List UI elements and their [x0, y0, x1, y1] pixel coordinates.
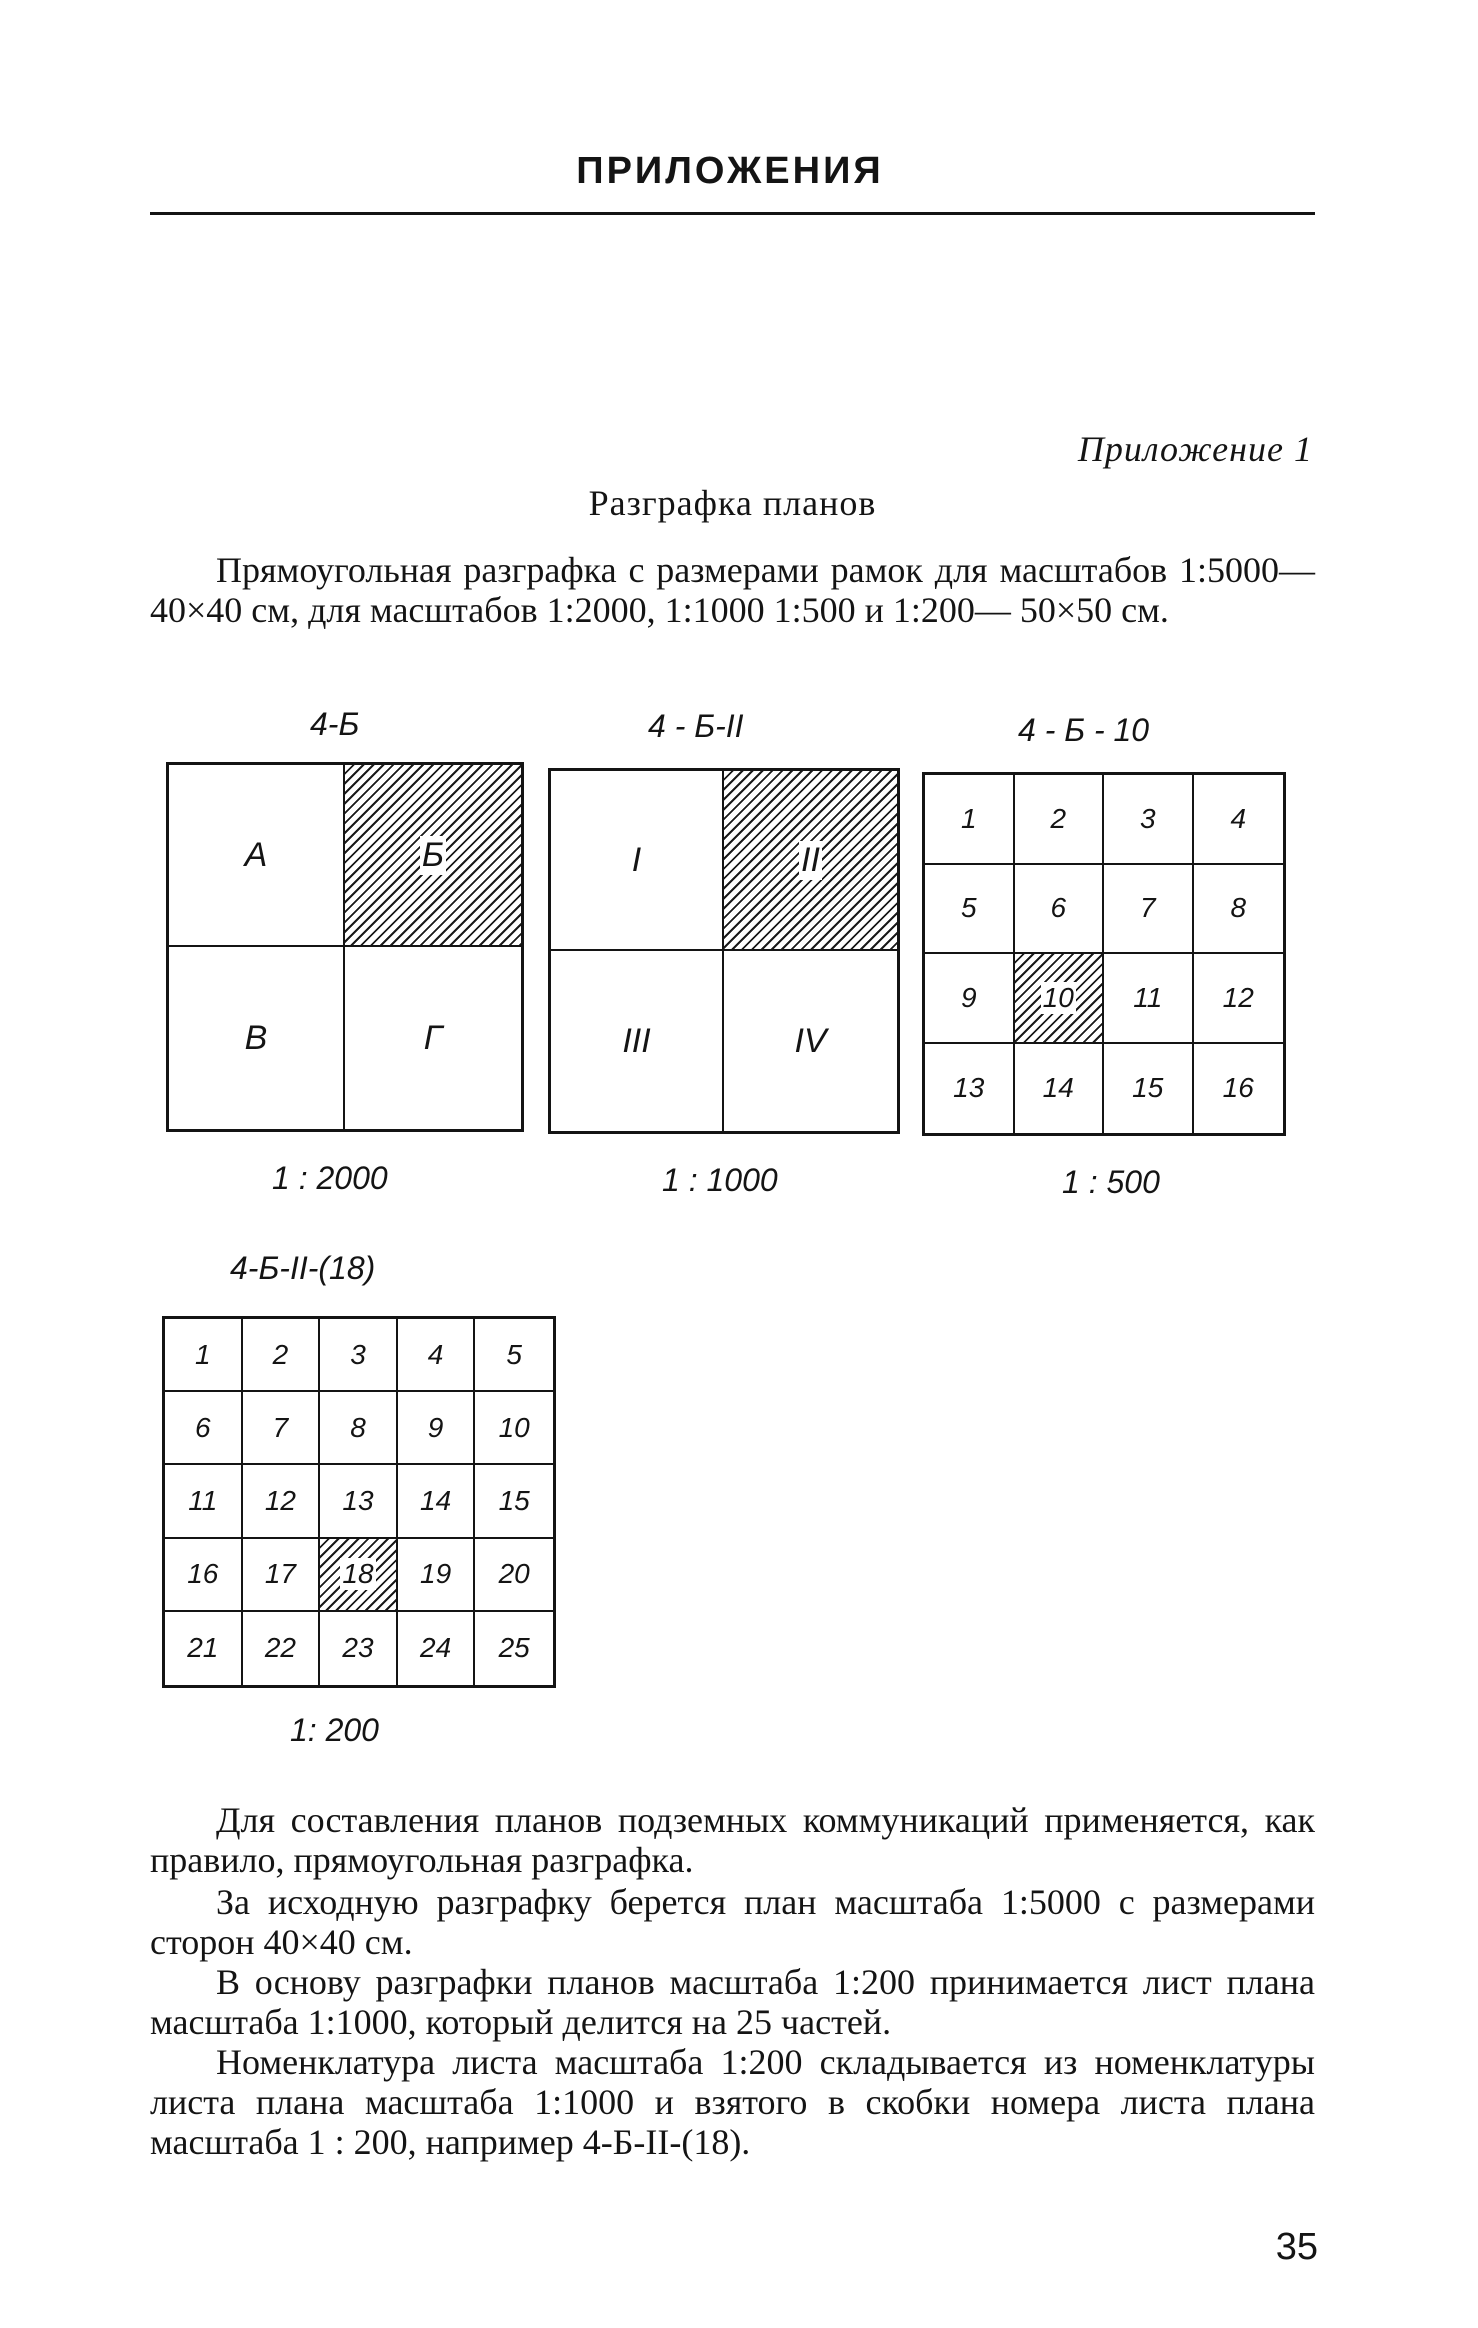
sheet-cell: 2	[1015, 775, 1105, 865]
sheet-cell: 3	[320, 1319, 398, 1392]
sheet-cell: III	[551, 951, 724, 1131]
sheet-cell: 13	[320, 1465, 398, 1538]
sheet-cell: 14	[1015, 1044, 1105, 1134]
sheet-cell: 15	[1104, 1044, 1194, 1134]
diagram-200-label: 4-Б-II-(18)	[230, 1250, 376, 1286]
sheet-cell: 22	[243, 1612, 321, 1685]
sheet-cell: 10	[475, 1392, 553, 1465]
diagram-2000-label: 4-Б	[310, 706, 360, 742]
sheet-cell: 15	[475, 1465, 553, 1538]
sheet-cell: 9	[398, 1392, 476, 1465]
sheet-cell: 17	[243, 1539, 321, 1612]
running-header: ПРИЛОЖЕНИЯ	[576, 150, 884, 192]
sheet-cell: 7	[1104, 865, 1194, 955]
diagram-500-label: 4 - Б - 10	[1018, 712, 1150, 748]
sheet-cell: 25	[498, 1632, 530, 1664]
sheet-cell: 16	[165, 1539, 243, 1612]
sheet-cell: 4	[1194, 775, 1284, 865]
sheet-cell: 2	[243, 1319, 321, 1392]
sheet-cell: 21	[165, 1612, 243, 1685]
sheet-cell: 5	[925, 865, 1015, 955]
sheet-cell-highlighted: II	[724, 771, 897, 951]
sheet-cell: 6	[165, 1392, 243, 1465]
diagram-2000-grid	[166, 762, 524, 1132]
sheet-cell: 3	[1104, 775, 1194, 865]
paragraph-2: За исходную разграфку берется план масштаба 1:5000 с размерами сторон 40×40 см.	[150, 1882, 1315, 1962]
sheet-cell: I	[551, 771, 724, 951]
sheet-cell-highlighted: Б	[345, 765, 521, 947]
diagram-1000-grid	[548, 768, 900, 1134]
sheet-cell: 1	[925, 775, 1015, 865]
sheet-cell: 11	[1104, 954, 1194, 1044]
diagram-200-scale: 1: 200	[290, 1712, 379, 1748]
section-title: Разграфка планов	[588, 483, 877, 523]
sheet-cell: 8	[1194, 865, 1284, 955]
paragraph-3: В основу разграфки планов масштаба 1:200 принимается лист плана масштаба 1:1000, который делится на 25 частей.	[150, 1962, 1315, 2042]
appendix-label: Приложение 1	[1077, 429, 1313, 469]
sheet-cell: IV	[794, 1021, 827, 1060]
sheet-cell: 8	[320, 1392, 398, 1465]
sheet-cell: 9	[925, 954, 1015, 1044]
sheet-cell: 4	[398, 1319, 476, 1392]
sheet-cell: 7	[243, 1392, 321, 1465]
diagram-500-scale: 1 : 500	[1062, 1164, 1160, 1200]
header-divider	[150, 212, 1315, 215]
sheet-cell: В	[169, 947, 345, 1129]
page-number: 35	[1275, 2226, 1318, 2268]
sheet-cell: 14	[398, 1465, 476, 1538]
diagram-500-grid	[922, 772, 1286, 1136]
sheet-cell: 20	[475, 1539, 553, 1612]
diagram-1000-scale: 1 : 1000	[662, 1162, 778, 1198]
sheet-cell: 5	[475, 1319, 553, 1392]
sheet-cell: 24	[398, 1612, 476, 1685]
sheet-cell-highlighted: 18	[320, 1539, 398, 1612]
sheet-cell: 12	[1194, 954, 1284, 1044]
sheet-cell-highlighted: 10	[1015, 954, 1105, 1044]
sheet-cell: 1	[165, 1319, 243, 1392]
sheet-cell: 11	[165, 1465, 243, 1538]
sheet-cell: 6	[1015, 865, 1105, 955]
intro-paragraph: Прямоугольная разграфка с размерами рамок для масштабов 1:5000—40×40 см, для масштабов 1:2000, 1:1000 1:500 и 1:200— 50×50 см.	[150, 550, 1315, 630]
sheet-cell: 16	[1222, 1072, 1254, 1104]
diagram-2000-scale: 1 : 2000	[272, 1160, 388, 1196]
sheet-cell: 13	[925, 1044, 1015, 1134]
diagram-1000-label: 4 - Б-II	[648, 708, 744, 744]
paragraph-4: Номенклатура листа масштаба 1:200 складывается из номенклатуры листа плана масштаба 1:1000 и взятого в скобки номера листа плана масштаба 1 : 200, например 4-Б-II-(18).	[150, 2042, 1315, 2162]
sheet-cell: 19	[398, 1539, 476, 1612]
sheet-cell: Г	[423, 1018, 443, 1057]
paragraph-1: Для составления планов подземных коммуникаций применяется, как правило, прямоугольная разграфка.	[150, 1800, 1315, 1880]
sheet-cell: 23	[320, 1612, 398, 1685]
sheet-cell: 12	[243, 1465, 321, 1538]
sheet-cell: А	[169, 765, 345, 947]
diagram-200-grid	[162, 1316, 556, 1688]
